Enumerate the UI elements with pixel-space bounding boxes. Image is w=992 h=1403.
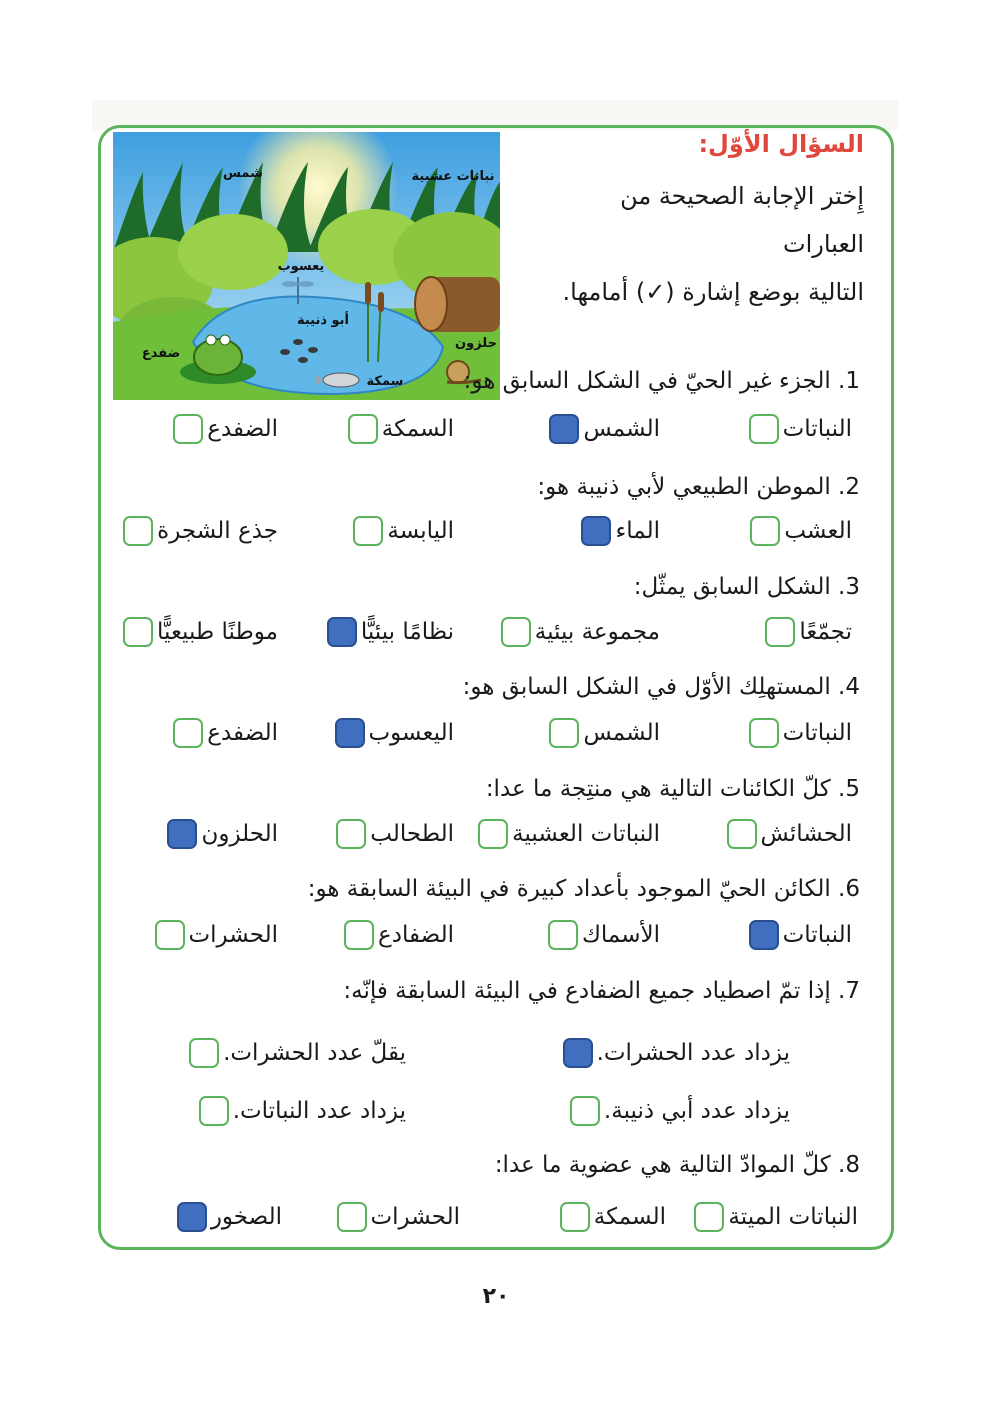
checkbox[interactable] [570, 1096, 600, 1126]
checkbox[interactable] [560, 1202, 590, 1232]
checkbox[interactable] [727, 819, 757, 849]
q2-option-1[interactable]: العشب [750, 516, 852, 546]
q4-option-1[interactable]: النباتات [749, 718, 852, 748]
q5-option-1[interactable]: الحشائش [727, 819, 853, 849]
checkbox[interactable] [167, 819, 197, 849]
question-5: 5. كلّ الكائنات التالية هي منتِجة ما عدا: [485, 776, 860, 802]
q3-option-1[interactable]: تجمّعًا [765, 617, 852, 647]
label-dragonfly: يعسوب [277, 259, 325, 274]
q6-option-4[interactable]: الحشرات [155, 920, 279, 950]
checkbox[interactable] [348, 414, 378, 444]
checkbox[interactable] [549, 718, 579, 748]
label-tadpole: أبو ذنيبة [296, 313, 350, 328]
q3-option-2[interactable]: مجموعة بيئية [501, 617, 660, 647]
q8-option-4[interactable]: الصخور [177, 1202, 282, 1232]
q7-option-2[interactable]: يقلّ عدد الحشرات. [189, 1038, 406, 1068]
checkbox[interactable] [123, 617, 153, 647]
checkbox[interactable] [749, 920, 779, 950]
q6-option-2[interactable]: الأسماك [548, 920, 660, 950]
q2-option-4[interactable]: جذع الشجرة [123, 516, 278, 546]
q8-option-1[interactable]: النباتات الميتة [694, 1202, 858, 1232]
question-7: 7. إذا تمّ اصطياد جميع الضفادع في البيئة السابقة فإنّه: [343, 978, 860, 1004]
page-number: ٢٠ [482, 1284, 510, 1309]
checkbox[interactable] [344, 920, 374, 950]
question-6: 6. الكائن الحيّ الموجود بأعداد كبيرة في البيئة السابقة هو: [307, 876, 860, 902]
checkbox[interactable] [337, 1202, 367, 1232]
q5-option-2[interactable]: النباتات العشبية [478, 819, 660, 849]
checkbox[interactable] [335, 718, 365, 748]
q1-option-4[interactable]: الضفدع [173, 414, 278, 444]
pond-ecosystem-illustration [113, 132, 500, 400]
checkbox[interactable] [765, 617, 795, 647]
checkbox[interactable] [581, 516, 611, 546]
q7-option-1[interactable]: يزداد عدد الحشرات. [563, 1038, 790, 1068]
q5-option-4[interactable]: الحلزون [167, 819, 278, 849]
section-title: السؤال الأوّل: [698, 130, 864, 158]
q1-option-3[interactable]: السمكة [348, 414, 454, 444]
checkbox[interactable] [694, 1202, 724, 1232]
checkbox[interactable] [155, 920, 185, 950]
checkbox[interactable] [199, 1096, 229, 1126]
label-snail: حلزون [455, 336, 497, 351]
q4-option-2[interactable]: الشمس [549, 718, 660, 748]
q1-option-1[interactable]: النباتات [749, 414, 852, 444]
question-2: 2. الموطن الطبيعي لأبي ذنيبة هو: [537, 474, 860, 500]
question-4: 4. المستهلِك الأوّل في الشكل السابق هو: [462, 674, 860, 700]
q7-option-3[interactable]: يزداد عدد أبي ذنيبة. [570, 1096, 790, 1126]
instruction-line-2: التالية بوضع إشارة (✓) أمامها. [562, 278, 864, 306]
q3-option-3[interactable]: نظامًا بيئيًّا [327, 617, 454, 647]
checkbox[interactable] [749, 718, 779, 748]
q1-option-2[interactable]: الشمس [549, 414, 660, 444]
checkbox[interactable] [353, 516, 383, 546]
checkbox[interactable] [173, 414, 203, 444]
checkbox[interactable] [478, 819, 508, 849]
q2-option-2[interactable]: الماء [581, 516, 660, 546]
q4-option-4[interactable]: الضفدع [173, 718, 278, 748]
question-3: 3. الشكل السابق يمثّل: [633, 574, 860, 600]
question-1: 1. الجزء غير الحيّ في الشكل السابق هو: [463, 368, 860, 394]
q8-option-3[interactable]: الحشرات [337, 1202, 461, 1232]
checkbox[interactable] [750, 516, 780, 546]
checkbox[interactable] [177, 1202, 207, 1232]
checkbox[interactable] [563, 1038, 593, 1068]
checkbox[interactable] [749, 414, 779, 444]
checkbox[interactable] [548, 920, 578, 950]
checkbox[interactable] [549, 414, 579, 444]
checkbox[interactable] [336, 819, 366, 849]
instructions [534, 172, 864, 316]
label-sun: شمس [223, 166, 263, 181]
checkbox[interactable] [173, 718, 203, 748]
checkbox[interactable] [501, 617, 531, 647]
label-fish: سمكة [366, 374, 404, 389]
q7-option-4[interactable]: يزداد عدد النباتات. [199, 1096, 406, 1126]
q2-option-3[interactable]: اليابسة [353, 516, 454, 546]
checkbox[interactable] [327, 617, 357, 647]
log-icon [415, 277, 500, 332]
q3-option-4[interactable]: موطنًا طبيعيًّا [123, 617, 278, 647]
question-8: 8. كلّ الموادّ التالية هي عضوية ما عدا: [494, 1152, 860, 1178]
checkbox[interactable] [189, 1038, 219, 1068]
instruction-line-1: إِختر الإجابة الصحيحة من العبارات [620, 182, 864, 258]
q6-option-3[interactable]: الضفادع [344, 920, 454, 950]
q5-option-3[interactable]: الطحالب [336, 819, 454, 849]
q4-option-3[interactable]: اليعسوب [335, 718, 455, 748]
q8-option-2[interactable]: السمكة [560, 1202, 666, 1232]
label-herbs: نباتات عشبية [411, 169, 495, 184]
checkbox[interactable] [123, 516, 153, 546]
label-frog: ضفدع [141, 346, 181, 361]
q6-option-1[interactable]: النباتات [749, 920, 852, 950]
